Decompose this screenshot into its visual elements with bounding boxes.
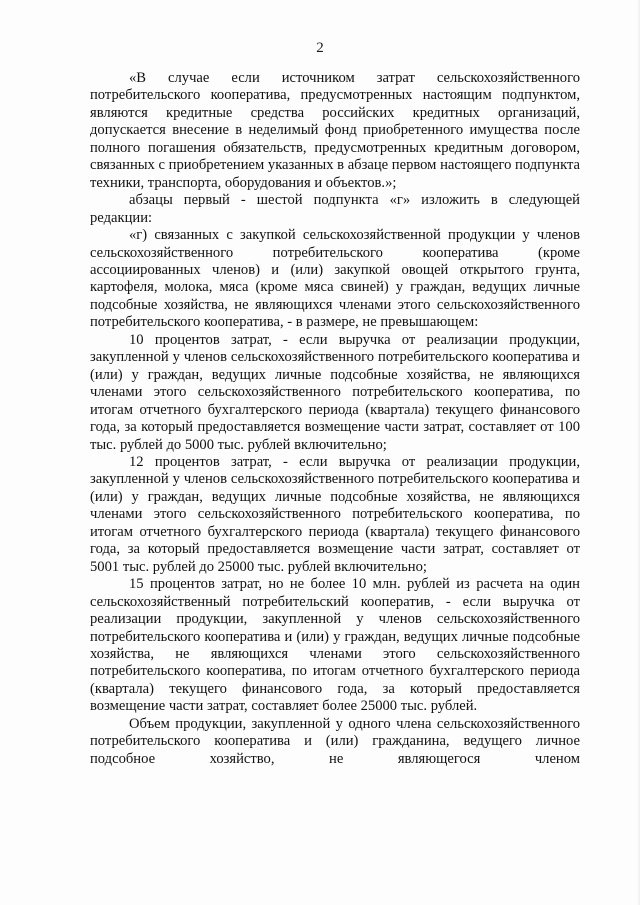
paragraph-10-percent: 10 процентов затрат, - если выручка от реализации продукции, закупленной у членов сельскохозяйственного потребительского кооператива и (или) у граждан, ведущих личные подсобные хозяйства, не являющихся членами этого сельскохозяйственного потребительского кооператива, по итогам отчетного бухгалтерского периода (квартала) текущего финансового года, за который предоставляется возмещение части затрат, составляет от 100 тыс. рублей до 5000 тыс. рублей включительно;	[90, 331, 580, 453]
paragraph-12-percent: 12 процентов затрат, - если выручка от реализации продукции, закупленной у членов сельскохозяйственного потребительского кооператива и (или) у граждан, ведущих личные подсобные хозяйства, не являющихся членами этого сельскохозяйственного потребительского кооператива, по итогам отчетного бухгалтерского периода (квартала) текущего финансового года, за который предоставляется возмещение части затрат, составляет от 5001 тыс. рублей до 25000 тыс. рублей включительно;	[90, 453, 580, 575]
paragraph-credit-funds: «В случае если источником затрат сельскохозяйственного потребительского кооператива, предусмотренных настоящим подпунктом, являются кредитные средства российских кредитных организаций, допускается внесение в неделимый фонд приобретенного имущества после полного погашения обязательств, предусмотренных кредитным договором, связанных с приобретением указанных в абзаце первом настоящего подпункта техники, транспорта, оборудования и объектов.»;	[90, 70, 580, 191]
document-body	[90, 70, 580, 768]
paragraph-product-volume: Объем продукции, закупленной у одного члена сельскохозяйственного потребительского кооператива и (или) гражданина, ведущего личное подсобное хозяйство, не являющегося членом	[90, 715, 580, 767]
paragraph-subpoint-g: «г) связанных с закупкой сельскохозяйственной продукции у членов сельскохозяйственного потребительского кооператива (кроме ассоциированных членов) и (или) закупкой овощей открытого грунта, картофеля, молока, мяса (кроме мяса свиней) у граждан, ведущих личные подсобные хозяйства, не являющихся членами этого сельскохозяйственного потребительского кооператива, - в размере, не превышающем:	[90, 227, 580, 331]
paragraph-15-percent: 15 процентов затрат, но не более 10 млн. рублей из расчета на один сельскохозяйственный потребительский кооператив, - если выручка от реализации продукции, закупленной у членов сельскохозяйственного потребительского кооператива и (или) у граждан, ведущих личные подсобные хозяйства, не являющихся членами этого сельскохозяйственного потребительского кооператива, по итогам отчетного бухгалтерского периода (квартала) текущего финансового года, за который предоставляется возмещение части затрат, составляет более 25000 тыс. рублей.	[90, 576, 580, 715]
page-number: 2	[316, 40, 324, 56]
paragraph-amendment-instruction: абзацы первый - шестой подпункта «г» изложить в следующей редакции:	[90, 192, 580, 226]
